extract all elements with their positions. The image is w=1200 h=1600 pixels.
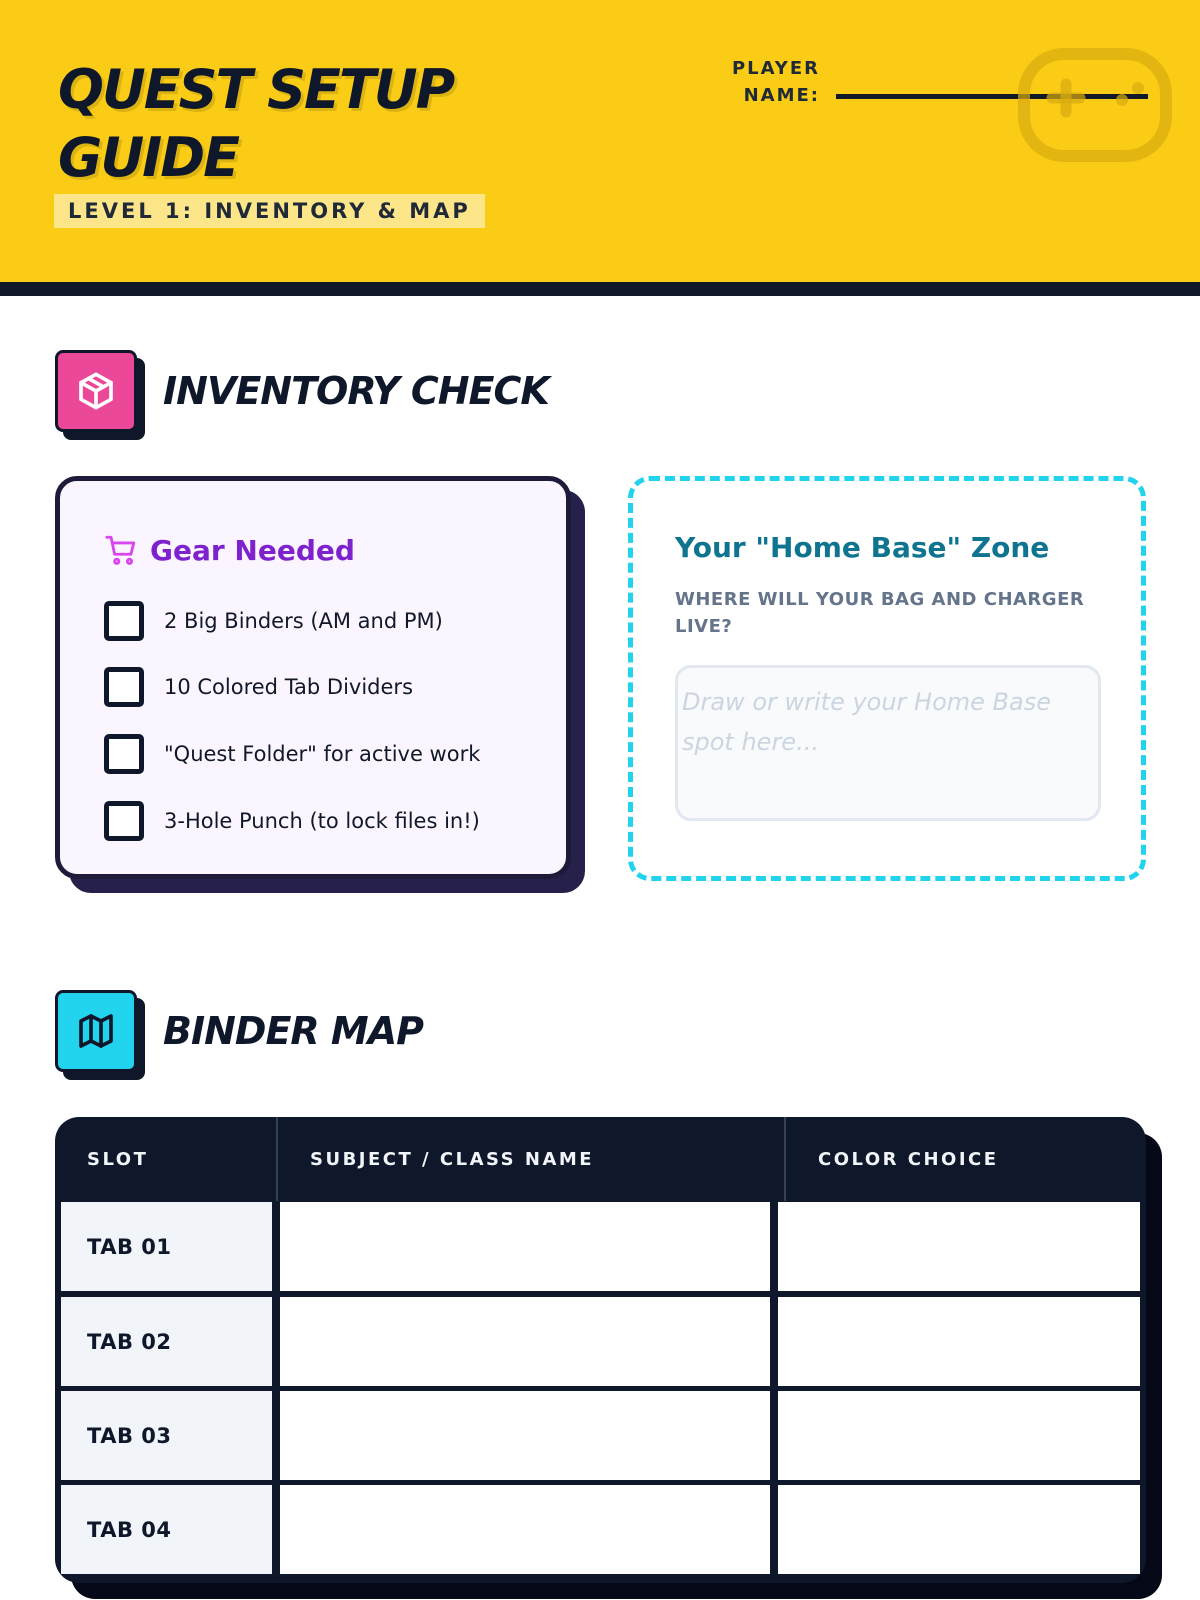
slot-cell: TAB 03 (61, 1391, 272, 1480)
player-label-line-1: PLAYER (731, 58, 820, 79)
gear-item[interactable] (104, 601, 443, 641)
title-line-1: QUEST SETUP (58, 58, 454, 121)
subject-cell[interactable] (280, 1297, 770, 1386)
gear-item-label: 10 Colored Tab Dividers (164, 675, 414, 699)
table-row (61, 1391, 1140, 1480)
page-header (0, 0, 1200, 296)
color-cell[interactable] (778, 1297, 1140, 1386)
cart-icon (104, 533, 138, 567)
slot-cell: TAB 04 (61, 1485, 272, 1574)
table-row (61, 1202, 1140, 1291)
gear-checkbox[interactable] (104, 667, 144, 707)
gear-needed-heading (104, 533, 355, 567)
home-base-input[interactable] (675, 665, 1101, 821)
gamepad-icon (1018, 48, 1172, 168)
column-header-subject: SUBJECT / CLASS NAME (278, 1117, 786, 1201)
color-cell[interactable] (778, 1485, 1140, 1574)
gear-item-label: 2 Big Binders (AM and PM) (164, 609, 443, 633)
page-title (58, 56, 518, 192)
column-header-slot: SLOT (55, 1117, 278, 1201)
gear-checkbox[interactable] (104, 601, 144, 641)
gear-checkbox[interactable] (104, 734, 144, 774)
gear-item-label: 3-Hole Punch (to lock files in!) (164, 809, 480, 833)
home-base-card (628, 476, 1146, 881)
level-badge: LEVEL 1: INVENTORY & MAP (54, 194, 485, 228)
color-cell[interactable] (778, 1202, 1140, 1291)
column-header-color: COLOR CHOICE (818, 1148, 999, 1170)
map-icon (55, 990, 137, 1072)
player-label-line-2: NAME: (743, 85, 820, 106)
home-base-title: Your "Home Base" Zone (675, 531, 1050, 564)
gear-item[interactable] (104, 667, 413, 707)
gear-checkbox[interactable] (104, 801, 144, 841)
home-base-question: WHERE WILL YOUR BAG AND CHARGER LIVE? (675, 589, 1085, 637)
gear-item[interactable] (104, 734, 480, 774)
table-row (61, 1297, 1140, 1386)
binder-map-title: BINDER MAP (163, 1009, 423, 1053)
gear-needed-card (55, 476, 571, 879)
title-line-2: GUIDE (58, 126, 238, 189)
subject-cell[interactable] (280, 1391, 770, 1480)
gear-needed-title: Gear Needed (150, 533, 355, 567)
box-icon (55, 350, 137, 432)
slot-cell: TAB 01 (61, 1202, 272, 1291)
subject-cell[interactable] (280, 1202, 770, 1291)
color-cell[interactable] (778, 1391, 1140, 1480)
subject-cell[interactable] (280, 1485, 770, 1574)
slot-cell: TAB 02 (61, 1297, 272, 1386)
table-row (61, 1485, 1140, 1574)
gear-item[interactable] (104, 801, 480, 841)
player-name-label (705, 55, 820, 109)
binder-map-table (55, 1117, 1146, 1583)
table-header (55, 1117, 1146, 1201)
gear-item-label: "Quest Folder" for active work (164, 742, 481, 766)
inventory-section-title: INVENTORY CHECK (163, 369, 549, 413)
